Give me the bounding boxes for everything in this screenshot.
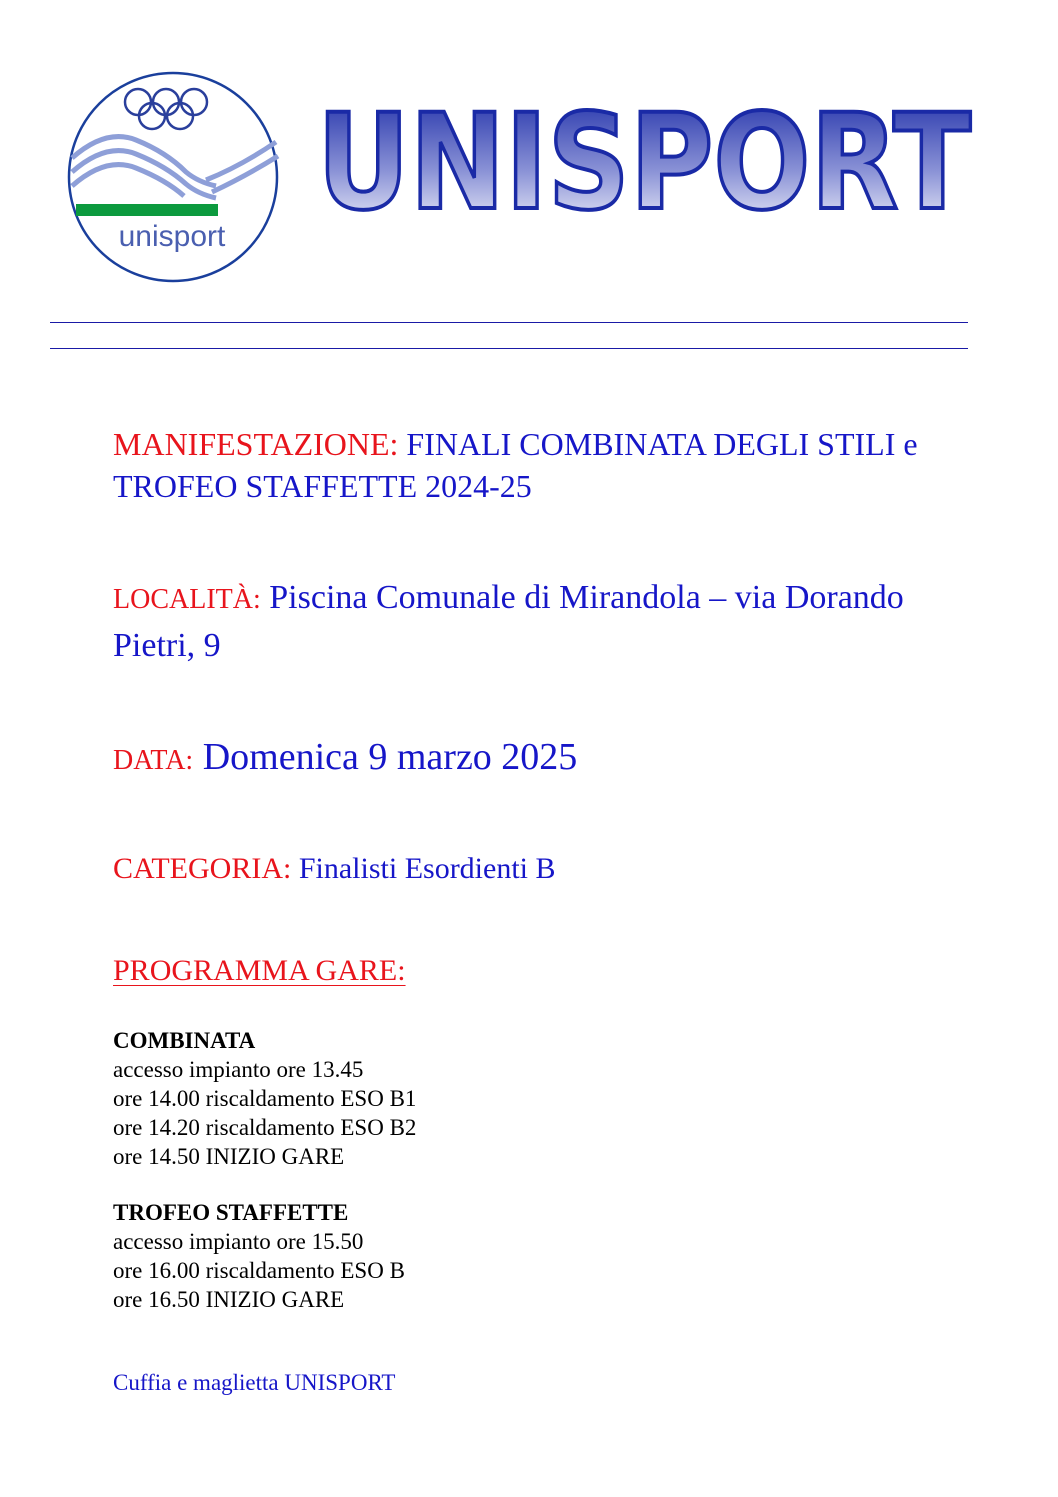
divider-line-bottom bbox=[50, 348, 968, 349]
staffette-heading: TROFEO STAFFETTE bbox=[113, 1200, 349, 1225]
manifestazione-label: MANIFESTAZIONE: bbox=[113, 426, 399, 462]
staffette-line: accesso impianto ore 15.50 bbox=[113, 1229, 364, 1254]
green-bar bbox=[76, 204, 218, 216]
data-label: DATA: bbox=[113, 745, 194, 776]
combinata-line: accesso impianto ore 13.45 bbox=[113, 1057, 364, 1082]
staffette-block bbox=[113, 1198, 405, 1314]
combinata-line: ore 14.20 riscaldamento ESO B2 bbox=[113, 1115, 417, 1140]
localita-label: LOCALITÀ: bbox=[113, 584, 261, 615]
data-field bbox=[113, 733, 993, 785]
combinata-heading: COMBINATA bbox=[113, 1028, 256, 1053]
logo-text: unisport bbox=[118, 220, 226, 253]
staffette-line: ore 16.50 INIZIO GARE bbox=[113, 1287, 345, 1312]
wordmark-text: UNISPORT bbox=[317, 86, 971, 240]
localita-field bbox=[113, 575, 993, 669]
unisport-logo bbox=[66, 70, 280, 284]
manifestazione-value: FINALI COMBINATA DEGLI STILI e TROFEO STAFFETTE 2024-25 bbox=[113, 426, 918, 504]
categoria-label: CATEGORIA: bbox=[113, 852, 292, 885]
combinata-line: ore 14.00 riscaldamento ESO B1 bbox=[113, 1086, 417, 1111]
divider-line-top bbox=[50, 322, 968, 323]
combinata-block bbox=[113, 1026, 416, 1171]
programma-title: PROGRAMMA GARE: bbox=[113, 954, 406, 987]
note-text: Cuffia e maglietta UNISPORT bbox=[113, 1370, 396, 1395]
manifestazione-field bbox=[113, 423, 993, 507]
categoria-value: Finalisti Esordienti B bbox=[298, 852, 556, 885]
unisport-wordmark bbox=[310, 86, 978, 240]
data-value: Domenica 9 marzo 2025 bbox=[202, 736, 578, 778]
categoria-field bbox=[113, 850, 993, 888]
staffette-line: ore 16.00 riscaldamento ESO B bbox=[113, 1258, 405, 1283]
localita-value: Piscina Comunale di Mirandola – via Dorando Pietri, 9 bbox=[113, 579, 904, 664]
combinata-line: ore 14.50 INIZIO GARE bbox=[113, 1144, 345, 1169]
